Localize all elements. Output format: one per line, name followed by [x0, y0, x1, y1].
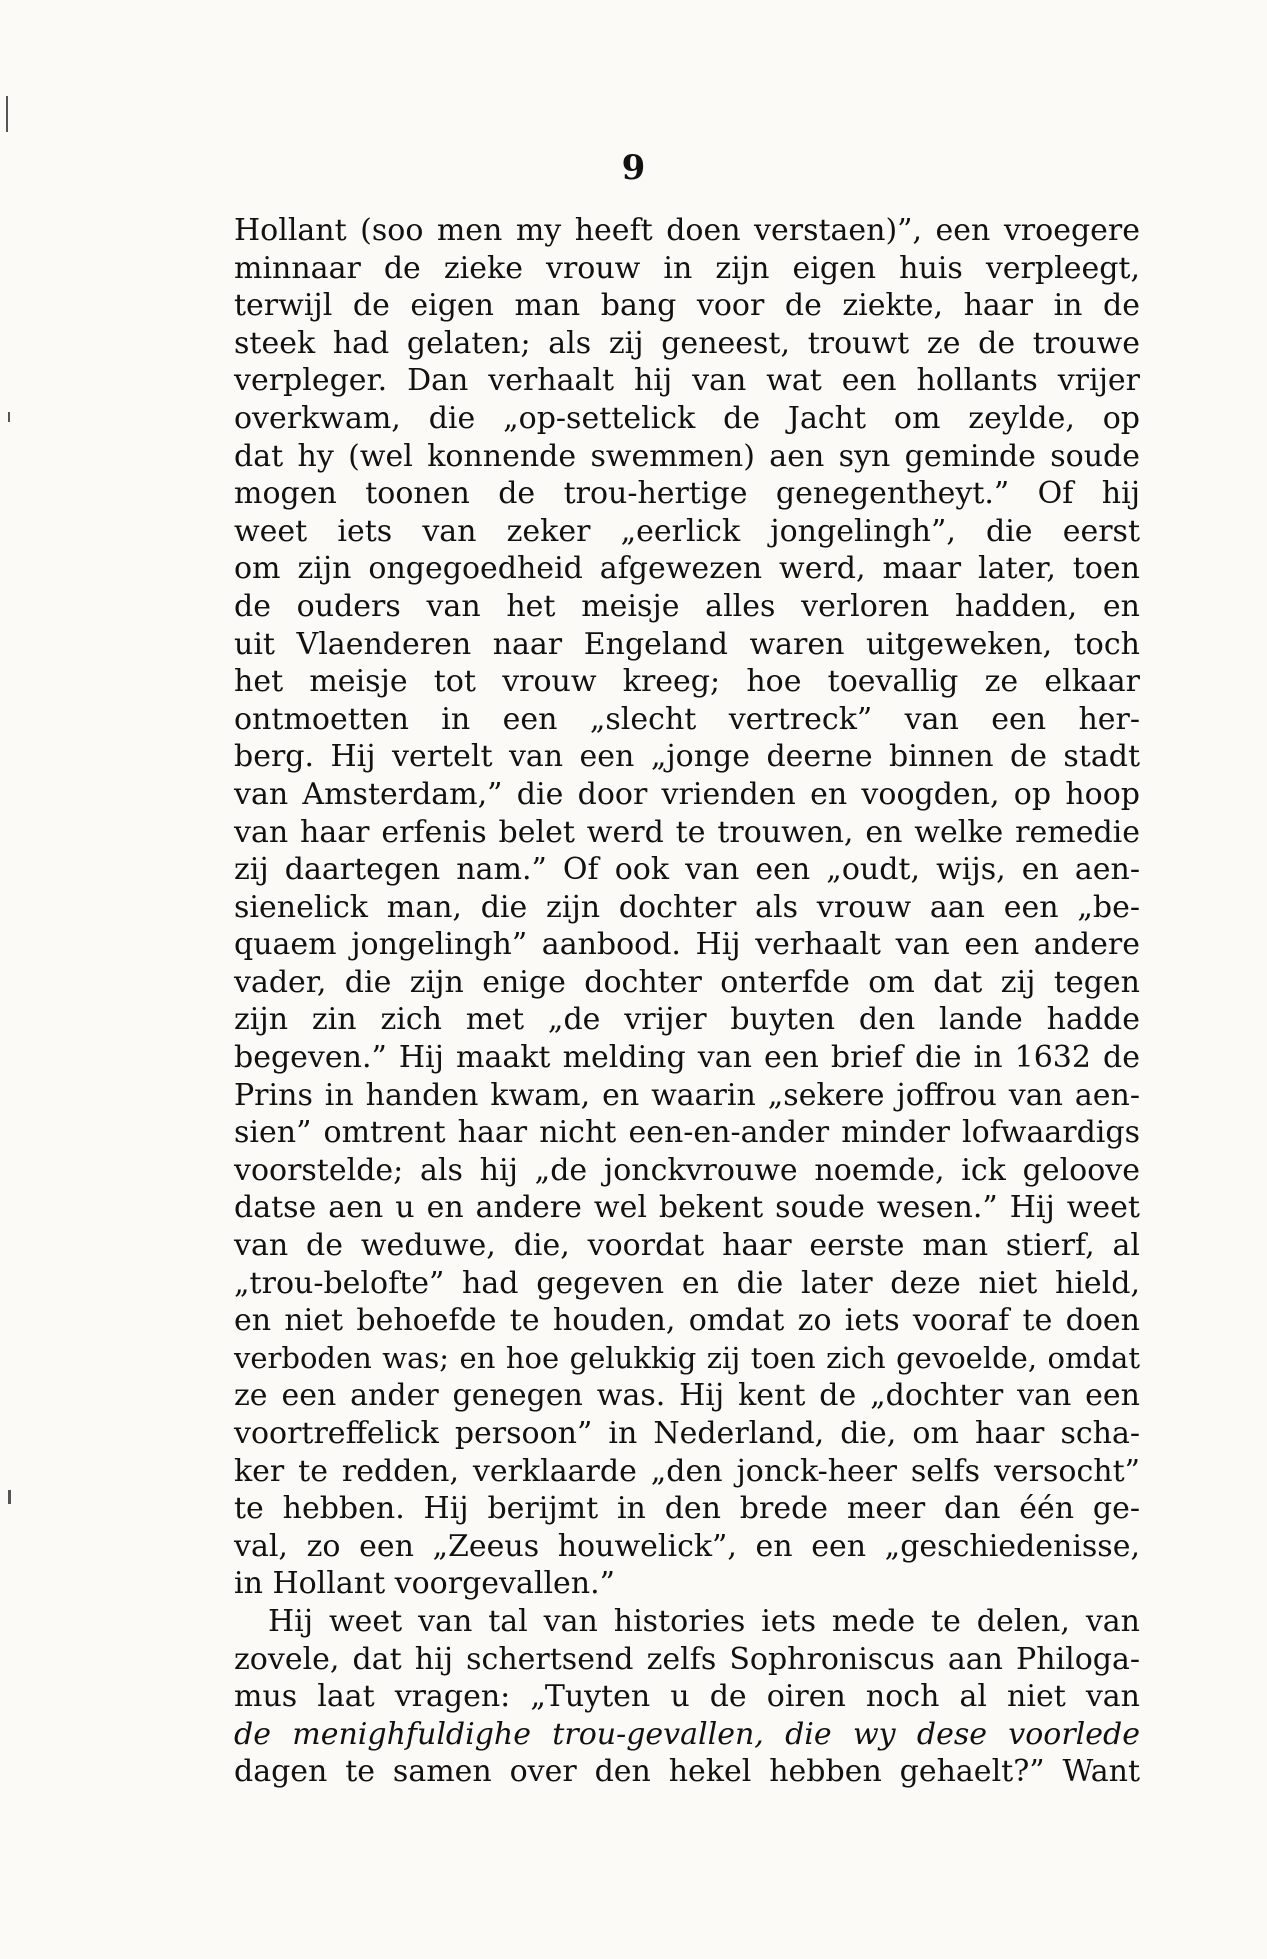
text-line: datse aen u en andere wel bekent soude wesen.” Hij weet: [234, 1190, 1140, 1226]
text-line: uit Vlaenderen naar Engeland waren uitgeweken, toch: [234, 626, 1140, 662]
text-line: het meisje tot vrouw kreeg; hoe toevallig ze elkaar: [234, 664, 1140, 700]
text-line: te hebben. Hij berijmt in den brede meer dan één ge-: [234, 1491, 1140, 1527]
text-line: steek had gelaten; als zij geneest, trouwt ze de trouwe: [234, 325, 1140, 361]
text-line: voortreffelick persoon” in Nederland, die, om haar schа-: [234, 1416, 1140, 1451]
text-line: verboden was; en hoe gelukkig zij toen zich gevoelde, omdat: [234, 1340, 1140, 1375]
page-number: 9: [621, 148, 646, 188]
text-line: verpleger. Dan verhaalt hij van wat een hollants vrijer: [234, 363, 1140, 399]
text-line: dagen te samen over den hekel hebben gehaelt?” Want: [234, 1754, 1140, 1790]
text-line: Hollant (soo men my heeft doen verstaen)”, een vroegere: [234, 213, 1140, 248]
margin-mark: [8, 412, 10, 422]
text-line: van de weduwe, die, voordat haar eerste man stierf, al: [234, 1228, 1140, 1264]
margin-mark: [8, 1490, 11, 1504]
text-line: ker te redden, verklaarde „den jonck-heer selfs versocht”: [234, 1453, 1140, 1489]
margin-mark: [6, 96, 8, 132]
text-line: val, zo een „Zeeus houwelick”, en een „geschiedenisse,: [234, 1528, 1140, 1564]
text-line: weet iets van zeker „eerlick jongelingh”, die eerst: [234, 513, 1140, 549]
text-line: in Hollant voorgevallen.”: [234, 1566, 616, 1602]
text-line: ontmoetten in een „slecht vertreck” van een her-: [234, 701, 1140, 737]
text-line: zij daartegen nam.” Of ook van een „oudt, wijs, en aen-: [234, 852, 1140, 888]
text-line: mogen toonen de trou-hertige genegentheyt.” Of hij: [234, 476, 1140, 512]
text-line: zijn zin zich met „de vrijer buyten den lande hadde: [234, 1002, 1140, 1038]
text-line: minnaar de zieke vrouw in zijn eigen huis verpleegt,: [234, 250, 1140, 286]
text-line: overkwam, die „op-settelick de Jacht om zeylde, op: [234, 400, 1140, 436]
text-line: Prins in handen kwam, en waarin „sekere joffrou van aen-: [234, 1077, 1140, 1113]
text-line: de menighfuldighe trou-gevallen, die wy dese voorlede: [234, 1716, 1140, 1752]
text-line: zovele, dat hij schertsend zelfs Sophroniscus aan Philoga-: [234, 1641, 1140, 1677]
text-line: van haar erfenis belet werd te trouwen, en welke remedie: [234, 814, 1140, 850]
text-line: ze een ander genegen was. Hij kent de „dochter van een: [234, 1378, 1140, 1414]
text-line: berg. Hij vertelt van een „jonge deerne binnen de stadt: [234, 739, 1140, 775]
body-text: [234, 212, 1140, 1791]
text-line: de ouders van het meisje alles verloren hadden, en: [234, 588, 1140, 624]
text-line: vader, die zijn enige dochter onterfde om dat zij tegen: [234, 964, 1140, 1000]
text-line: quaem jongelingh” aanbood. Hij verhaalt van een andere: [234, 927, 1140, 963]
paragraph-1: [234, 212, 1140, 1603]
paragraph-2: [234, 1603, 1140, 1791]
text-line: „trou-belofte” had gegeven en die later deze niet hield,: [234, 1265, 1140, 1301]
text-line: voorstelde; als hij „de jonckvrouwe noemde, ick geloove: [234, 1152, 1140, 1188]
text-line: sien” omtrent haar nicht een-en-ander minder lofwaardigs: [234, 1115, 1140, 1151]
text-line: terwijl de eigen man bang voor de ziekte, haar in de: [234, 288, 1140, 324]
text-line: mus laat vragen: „Tuyten u de oiren noch al niet van: [234, 1679, 1140, 1715]
text-line: dat hy (wel konnende swemmen) aen syn geminde soude: [234, 438, 1140, 474]
text-line: sienelick man, die zijn dochter als vrouw aan een „be-: [234, 889, 1140, 925]
text-line: van Amsterdam,” die door vrienden en voogden, op hoop: [234, 776, 1140, 812]
text-line: en niet behoefde te houden, omdat zo iets vooraf te doen: [234, 1303, 1140, 1339]
text-line: om zijn ongegoedheid afgewezen werd, maar later, toen: [234, 551, 1140, 587]
text-line: Hij weet van tal van histories iets mede te delen, van: [268, 1603, 1140, 1639]
text-line: begeven.” Hij maakt melding van een brief die in 1632 de: [234, 1040, 1140, 1076]
